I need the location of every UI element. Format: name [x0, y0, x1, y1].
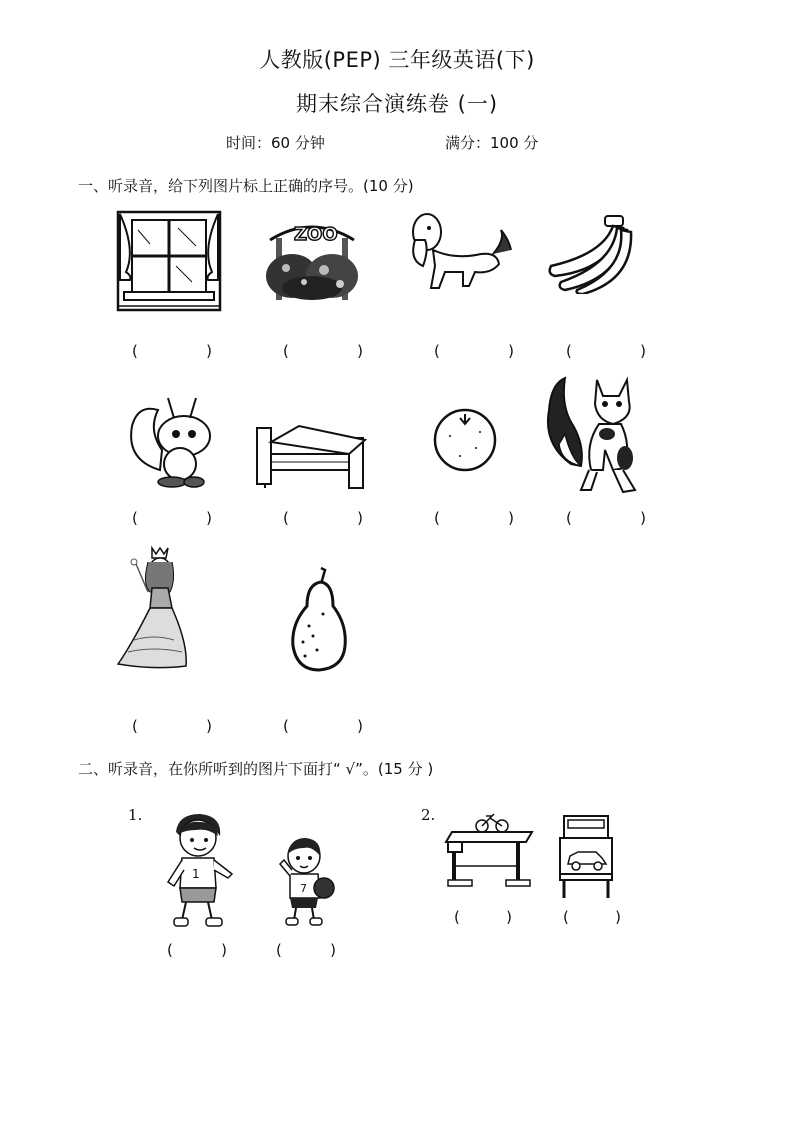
answer-blank[interactable]: ( ) [566, 342, 646, 360]
short-boy-icon [276, 836, 336, 928]
answer-blank[interactable]: ( ) [132, 509, 212, 527]
bike-on-desk-icon [442, 808, 536, 890]
pear-icon [287, 566, 349, 674]
zoo-icon [262, 210, 362, 302]
shirt-number: 7 [300, 882, 307, 895]
bed-icon [255, 420, 371, 490]
section2-instruction: 二、听录音，在你所听到的图片下面打“ √”。(15 分 ) [78, 760, 434, 778]
bananas-icon [543, 214, 635, 294]
question-number: 1. [128, 806, 143, 824]
window-icon [116, 210, 222, 312]
answer-blank[interactable]: ( ) [132, 342, 212, 360]
car-on-chair-icon [556, 814, 616, 900]
answer-blank[interactable]: ( ) [563, 908, 621, 926]
section1-instruction: 一、听录音，给下列图片标上正确的序号。(10 分) [78, 177, 414, 195]
question-number: 2. [421, 806, 436, 824]
answer-blank[interactable]: ( ) [132, 717, 212, 735]
score-label: 满分：100 分 [445, 134, 539, 152]
squirrel-icon [124, 390, 220, 490]
tall-boy-icon [160, 812, 236, 932]
answer-blank[interactable]: ( ) [283, 717, 363, 735]
answer-blank[interactable]: ( ) [434, 509, 514, 527]
orange-icon [430, 406, 500, 472]
answer-blank[interactable]: ( ) [283, 509, 363, 527]
time-label: 时间：60 分钟 [226, 134, 325, 152]
answer-blank[interactable]: ( ) [566, 509, 646, 527]
answer-blank[interactable]: ( ) [283, 342, 363, 360]
fox-icon [541, 374, 653, 496]
answer-blank[interactable]: ( ) [434, 342, 514, 360]
answer-blank[interactable]: ( ) [276, 941, 336, 959]
page-title: 人教版(PEP) 三年级英语(下) [259, 48, 535, 72]
answer-blank[interactable]: ( ) [167, 941, 227, 959]
svg-text:ZOO: ZOO [294, 224, 338, 245]
dog-icon [405, 210, 515, 294]
page-subtitle: 期末综合演练卷 (一) [295, 92, 499, 116]
princess-icon [114, 544, 194, 672]
answer-blank[interactable]: ( ) [454, 908, 512, 926]
shirt-number: 1 [192, 867, 200, 881]
